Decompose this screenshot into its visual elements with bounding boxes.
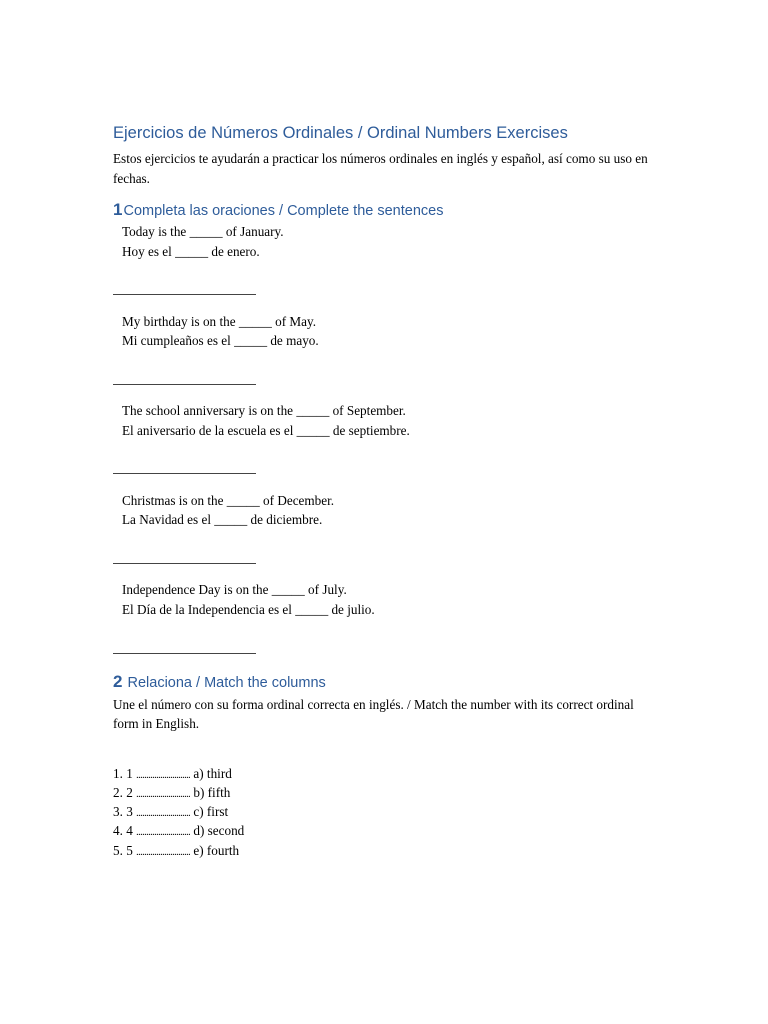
section-1-heading: [113, 200, 443, 220]
sentence-5-spanish: El Día de la Independencia es el _____ de julio.: [122, 602, 375, 617]
intro-paragraph: Estos ejercicios te ayudarán a practicar los números ordinales en inglés y español, así como su uso en fechas.: [113, 151, 648, 186]
section-2-heading: [113, 672, 326, 692]
match-answer: a) third: [193, 766, 232, 781]
answer-line-4: [113, 563, 256, 564]
match-dots: ...........................: [136, 847, 191, 858]
answer-line-5: [113, 653, 256, 654]
match-item-5: [113, 843, 239, 859]
sentence-2-spanish: Mi cumpleaños es el _____ de mayo.: [122, 333, 319, 348]
match-item-2: [113, 785, 230, 801]
sentence-3-spanish: El aniversario de la escuela es el _____ de septiembre.: [122, 423, 410, 438]
answer-line-3: [113, 473, 256, 474]
match-item-4: [113, 823, 244, 839]
match-answer: c) first: [193, 804, 229, 819]
match-dots: ...........................: [136, 770, 191, 781]
section-2-number: 2: [113, 672, 123, 691]
match-item-3: [113, 804, 228, 820]
sentence-1-english: Today is the _____ of January.: [122, 224, 284, 239]
answer-line-2: [113, 384, 256, 385]
match-number: 3. 3: [113, 804, 133, 819]
match-number: 5. 5: [113, 843, 133, 858]
match-number: 2. 2: [113, 785, 133, 800]
section-2-title: Relaciona / Match the columns: [127, 675, 326, 691]
sentence-3-english: The school anniversary is on the _____ of September.: [122, 403, 406, 418]
sentence-4-english: Christmas is on the _____ of December.: [122, 493, 335, 508]
match-dots: ...........................: [136, 827, 191, 838]
sentence-1-spanish: Hoy es el _____ de enero.: [122, 244, 260, 259]
match-dots: ...........................: [136, 808, 191, 819]
match-answer: d) second: [193, 823, 245, 838]
sentence-2-english: My birthday is on the _____ of May.: [122, 314, 317, 329]
match-answer: b) fifth: [193, 785, 231, 800]
answer-line-1: [113, 294, 256, 295]
match-answer: e) fourth: [193, 843, 240, 858]
sentence-4-spanish: La Navidad es el _____ de diciembre.: [122, 512, 323, 527]
section-1-number: 1: [113, 200, 123, 219]
match-item-1: [113, 766, 232, 782]
match-dots: ...........................: [136, 789, 191, 800]
section-2-instructions: Une el número con su forma ordinal correcta en inglés. / Match the number with its correct ordinal form in English.: [113, 697, 634, 731]
section-1-title: Completa las oraciones / Complete the sentences: [123, 203, 444, 219]
sentence-5-english: Independence Day is on the _____ of July.: [122, 582, 347, 597]
document-title: Ejercicios de Números Ordinales / Ordinal Numbers Exercises: [113, 124, 568, 142]
match-number: 1. 1: [113, 766, 133, 781]
match-number: 4. 4: [113, 823, 133, 838]
